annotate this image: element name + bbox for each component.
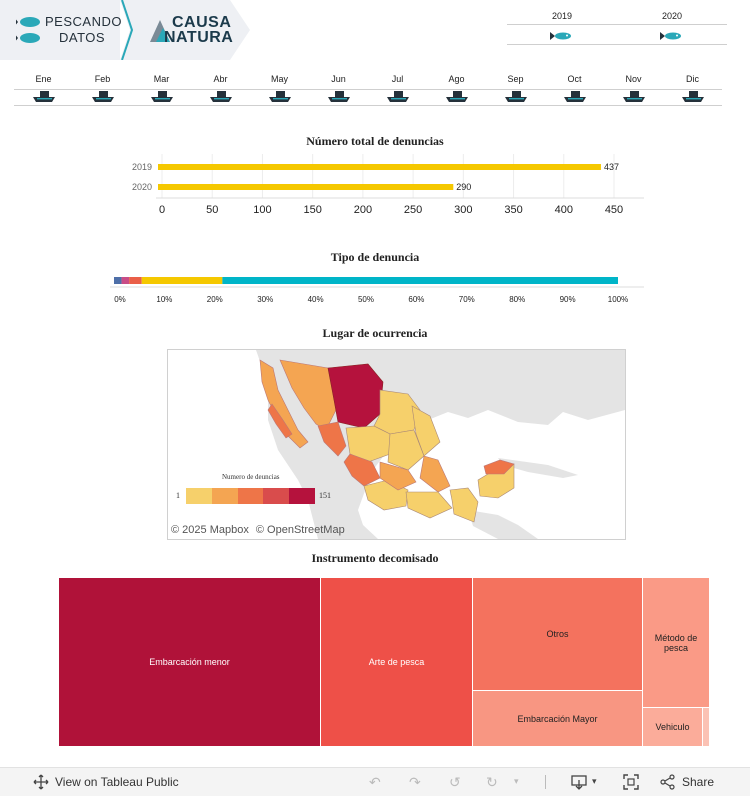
- download-icon[interactable]: [571, 774, 587, 790]
- stacked-bar-segment[interactable]: [129, 277, 142, 284]
- month-option-sep[interactable]: Sep: [507, 74, 524, 84]
- month-option-feb[interactable]: Feb: [94, 74, 111, 84]
- year-option-2019[interactable]: 2019: [551, 11, 573, 21]
- boat-icon: [623, 91, 645, 102]
- data-label: 290: [456, 182, 472, 192]
- month-option-jun[interactable]: Jun: [331, 74, 346, 84]
- legend-swatch: [263, 488, 289, 504]
- place-chart-title: Lugar de ocurrencia: [322, 326, 428, 340]
- mapbox-credit[interactable]: © 2025 Mapbox: [171, 524, 249, 536]
- type-chart-title: Tipo de denuncia: [330, 250, 420, 264]
- boat-icon: [92, 91, 114, 102]
- causa-natura-logo: [150, 14, 240, 46]
- treemap-cell[interactable]: [643, 708, 703, 747]
- x-tick-label: 300: [454, 204, 473, 216]
- instrument-treemap[interactable]: [59, 578, 710, 747]
- boat-icon: [210, 91, 232, 102]
- legend-max: 151: [319, 491, 331, 500]
- legend-swatch: [186, 488, 212, 504]
- x-tick-label: 350: [504, 204, 523, 216]
- stacked-bar-segment[interactable]: [142, 277, 223, 284]
- undo-icon[interactable]: ↶: [369, 774, 381, 790]
- x-tick-label: 400: [554, 204, 573, 216]
- year-filter[interactable]: [507, 8, 727, 48]
- data-label: 437: [603, 162, 619, 172]
- x-tick-label: 100: [253, 204, 272, 216]
- x-tick-label: 70%: [458, 295, 475, 304]
- refresh-icon[interactable]: ↻: [486, 774, 498, 790]
- month-option-ago[interactable]: Ago: [448, 74, 465, 84]
- central-america-shape: [468, 510, 538, 539]
- pescando-text: PESCANDO: [45, 14, 122, 29]
- pescando-datos-logo: [16, 12, 120, 48]
- boat-icon: [269, 91, 291, 102]
- veracruz-state: [420, 456, 450, 492]
- tipo-denuncia-chart: [100, 270, 660, 310]
- total-denuncias-chart: [120, 152, 650, 218]
- treemap-cell-label: Embarcación Mayor: [517, 713, 598, 724]
- datos-text: DATOS: [59, 30, 106, 45]
- category-label: 2019: [131, 162, 152, 172]
- share-button[interactable]: Share: [682, 775, 715, 789]
- treemap-cell-label: Otros: [546, 629, 569, 639]
- causa-text: CAUSA: [172, 14, 232, 31]
- boat-icon: [387, 91, 409, 102]
- treemap-cell[interactable]: [703, 708, 710, 747]
- x-tick-label: 30%: [257, 295, 274, 304]
- x-tick-label: 10%: [156, 295, 173, 304]
- download-dropdown-icon[interactable]: ▾: [592, 776, 597, 786]
- x-tick-label: 50: [206, 204, 219, 216]
- treemap-cell[interactable]: [643, 578, 710, 708]
- month-option-abr[interactable]: Abr: [213, 74, 228, 84]
- treemap-cell[interactable]: [473, 691, 643, 747]
- x-tick-label: 0: [158, 204, 166, 216]
- total-chart-title: Número total de denuncias: [306, 134, 444, 148]
- fullscreen-icon[interactable]: [623, 774, 639, 790]
- x-tick-label: 450: [604, 204, 624, 216]
- stacked-bar-segment[interactable]: [222, 277, 618, 284]
- x-tick-label: 80%: [509, 295, 526, 304]
- fish-logo-icon: [16, 14, 46, 46]
- tableau-footer-toolbar: [0, 767, 750, 796]
- legend-title: Numero de deuncias: [222, 473, 280, 481]
- bar[interactable]: [158, 164, 601, 170]
- x-tick-label: 150: [303, 204, 322, 216]
- treemap-cell[interactable]: [59, 578, 321, 747]
- oaxaca-state: [406, 492, 452, 518]
- boat-icon: [33, 91, 55, 102]
- view-on-tableau-link[interactable]: View on Tableau Public: [55, 775, 179, 789]
- treemap-cell-label: Arte de pesca: [368, 657, 425, 667]
- legend-color-ramp: [186, 488, 315, 504]
- x-tick-label: 250: [403, 204, 423, 216]
- stacked-bar-segment[interactable]: [114, 277, 122, 284]
- revert-icon[interactable]: ↺: [449, 774, 461, 790]
- share-icon[interactable]: [660, 774, 676, 790]
- redo-icon[interactable]: ↷: [409, 774, 421, 790]
- bar[interactable]: [158, 184, 453, 190]
- month-option-oct[interactable]: Oct: [567, 74, 582, 84]
- fish-icon: [660, 32, 681, 40]
- legend-swatch: [212, 488, 238, 504]
- x-tick-label: 0%: [114, 295, 126, 304]
- month-option-nov[interactable]: Nov: [625, 74, 642, 84]
- boat-icon: [151, 91, 173, 102]
- month-option-may[interactable]: May: [270, 74, 288, 84]
- move-icon: [33, 774, 49, 790]
- boat-icon: [682, 91, 704, 102]
- chiapas-state: [450, 488, 478, 522]
- month-option-mar[interactable]: Mar: [153, 74, 170, 84]
- boat-icon: [446, 91, 468, 102]
- month-option-dic[interactable]: Dic: [686, 74, 699, 84]
- treemap-cell-label: Método de pesca: [654, 632, 698, 653]
- boat-icon: [564, 91, 586, 102]
- instrument-chart-title: Instrumento decomisado: [311, 551, 439, 565]
- map-credit: [171, 524, 345, 536]
- boat-icon: [328, 91, 350, 102]
- category-label: 2020: [131, 182, 152, 192]
- x-tick-label: 20%: [206, 295, 223, 304]
- refresh-dropdown-icon[interactable]: ▾: [514, 776, 519, 786]
- map-legend: [170, 472, 340, 512]
- legend-swatch: [238, 488, 264, 504]
- year-option-2020[interactable]: 2020: [661, 11, 683, 21]
- treemap-cell[interactable]: [473, 578, 643, 691]
- month-option-ene[interactable]: Ene: [35, 74, 52, 84]
- month-option-jul[interactable]: Jul: [391, 74, 404, 84]
- treemap-cell[interactable]: [321, 578, 473, 747]
- boat-icon: [505, 91, 527, 102]
- legend-swatch: [289, 488, 315, 504]
- x-tick-label: 90%: [559, 295, 576, 304]
- natura-text: NATURA: [164, 29, 234, 46]
- x-tick-label: 50%: [357, 295, 375, 304]
- toolbar-divider: [545, 775, 546, 789]
- legend-min: 1: [176, 491, 180, 500]
- x-tick-label: 100%: [607, 295, 629, 304]
- fish-icon: [550, 32, 571, 40]
- treemap-cell-label: Embarcación menor: [149, 657, 230, 667]
- x-tick-label: 200: [353, 204, 373, 216]
- x-tick-label: 40%: [307, 295, 324, 304]
- stacked-bar-segment[interactable]: [122, 277, 130, 284]
- osm-credit[interactable]: © OpenStreetMap: [255, 524, 345, 536]
- month-filter[interactable]: [14, 72, 722, 108]
- treemap-cell-label: Vehiculo: [655, 722, 690, 732]
- x-tick-label: 60%: [408, 295, 425, 304]
